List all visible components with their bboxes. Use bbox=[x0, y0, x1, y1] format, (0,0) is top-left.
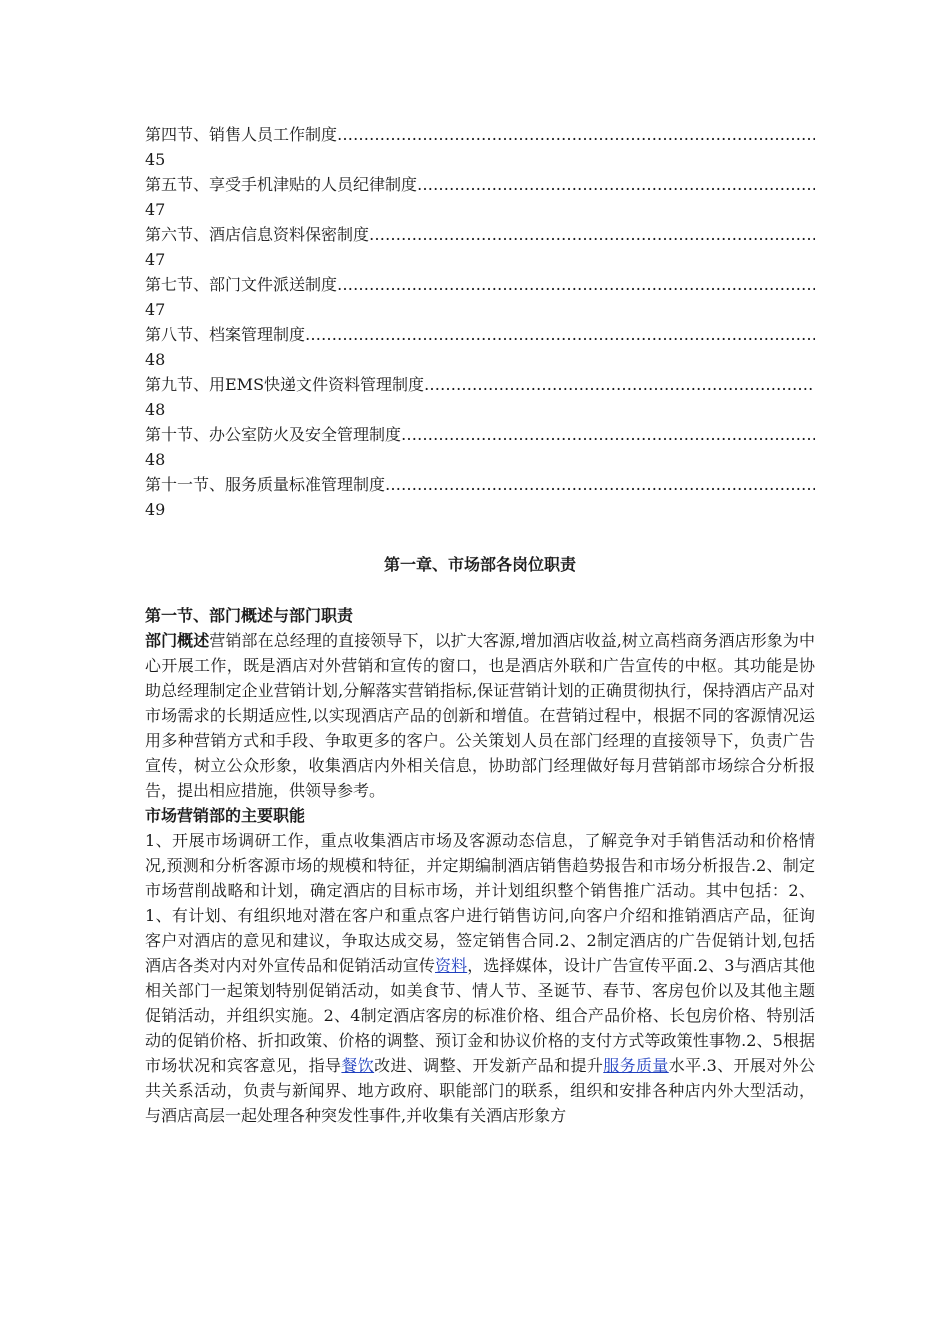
toc-entry-page: 48 bbox=[145, 400, 166, 419]
toc-leader-dots bbox=[337, 122, 815, 147]
toc-entry-title: 第十一节、服务质量标准管理制度 bbox=[145, 475, 386, 494]
toc-entry-page: 48 bbox=[145, 350, 166, 369]
section-title: 第一节、部门概述与部门职责 bbox=[145, 606, 354, 625]
functions-paragraph bbox=[145, 828, 815, 1128]
overview-paragraph bbox=[145, 628, 815, 803]
chapter-title: 第一章、市场部各岗位职责 bbox=[383, 555, 576, 574]
overview-text: 营销部在总经理的直接领导下，以扩大客源,增加酒店收益,树立高档商务酒店形象为中心开展工作，既是酒店对外营销和宣传的窗口，也是酒店外联和广告宣传的中枢。其功能是协助总经理制定企业营销计划,分解落实营销指标,保证营销计划的正确贯彻执行，保持酒店产品对市场需求的长期适应性,以实现酒店产品的创新和增值。在营销过程中，根据不同的客源情况运用多种营销方式和手段、争取更多的客户。公关策划人员在部门经理的直接领导下，负责广告宣传，树立公众形象，收集酒店内外相关信息，协助部门经理做好每月营销部市场综合分析报告，提出相应措施，供领导参考。 bbox=[145, 631, 815, 800]
toc-entry-page: 48 bbox=[145, 450, 166, 469]
toc-leader-dots bbox=[337, 272, 815, 297]
toc-leader-dots bbox=[369, 222, 815, 247]
toc-entry-title: 第八节、档案管理制度 bbox=[145, 325, 306, 344]
document-page bbox=[145, 122, 815, 1128]
toc-entry[interactable] bbox=[145, 372, 815, 422]
toc-entry-title: 第五节、享受手机津贴的人员纪律制度 bbox=[145, 175, 418, 194]
link-service-quality[interactable]: 服务质量 bbox=[603, 1056, 669, 1075]
functions-text-part3: 改进、调整、开发新产品和提升 bbox=[374, 1056, 604, 1075]
toc-leader-dots bbox=[417, 172, 815, 197]
link-catering[interactable]: 餐饮 bbox=[341, 1056, 375, 1075]
toc-entry-page: 49 bbox=[145, 500, 166, 519]
toc-entry-page: 47 bbox=[145, 300, 166, 319]
toc-entry-title: 第七节、部门文件派送制度 bbox=[145, 275, 338, 294]
toc-leader-dots bbox=[305, 322, 815, 347]
toc-entry-title: 第十节、办公室防火及安全管理制度 bbox=[145, 425, 402, 444]
toc-entry[interactable] bbox=[145, 322, 815, 372]
toc-entry-title: 第四节、销售人员工作制度 bbox=[145, 125, 338, 144]
toc-entry-page: 45 bbox=[145, 150, 166, 169]
toc-entry-title: 第六节、酒店信息资料保密制度 bbox=[145, 225, 370, 244]
toc-entry-page: 47 bbox=[145, 250, 166, 269]
functions-text-part2: ，选择媒体，设计广告宣传平面.2、3与酒店其他相关部门一起策划特别促销活动，如美食节、情人节、圣诞节、春节、客房包价以及其他主题促销活动，并组织实施。2、4制定酒店客房的标准价格、组合产品价格、长包房价格、特别活动的促销价格、折扣政策、价格的调整、预订金和协议价格的支付方式等政策性事物.2、5根据市场状况和宾客意见，指导 bbox=[145, 956, 815, 1075]
toc-entry[interactable] bbox=[145, 422, 815, 472]
functions-text-part4: 水平.3、开展对外公共关系活动，负责与新闻界、地方政府、职能部门的联系，组织和安排各种店内外大型活动，与酒店高层一起处理各种突发性事件,并收集有关酒店形象方 bbox=[145, 1056, 815, 1125]
toc-leader-dots bbox=[401, 422, 815, 447]
toc-entry[interactable] bbox=[145, 172, 815, 222]
toc-entry[interactable] bbox=[145, 122, 815, 172]
toc-entry[interactable] bbox=[145, 272, 815, 322]
toc-entry[interactable] bbox=[145, 472, 815, 522]
toc-leader-dots bbox=[385, 472, 815, 497]
toc-leader-dots bbox=[424, 372, 815, 397]
link-materials[interactable]: 资料 bbox=[434, 956, 468, 975]
overview-label: 部门概述 bbox=[145, 631, 210, 650]
table-of-contents bbox=[145, 122, 815, 522]
functions-text-part1: 1、开展市场调研工作，重点收集酒店市场及客源动态信息，了解竞争对手销售活动和价格情况,预测和分析客源市场的规模和特征，并定期编制酒店销售趋势报告和市场分析报告.2、制定市场营削战略和计划，确定酒店的目标市场，并计划组织整个销售推广活动。其中包括：2、1、有计划、有组织地对潜在客户和重点客户进行销售访问,向客户介绍和推销酒店产品，征询客户对酒店的意见和建议，争取达成交易，签定销售合同.2、2制定酒店的广告促销计划,包括酒店各类对内对外宣传品和促销活动宣传 bbox=[145, 831, 815, 975]
toc-entry[interactable] bbox=[145, 222, 815, 272]
functions-heading: 市场营销部的主要职能 bbox=[145, 806, 306, 825]
toc-entry-page: 47 bbox=[145, 200, 166, 219]
toc-entry-title: 第九节、用EMS快递文件资料管理制度 bbox=[145, 375, 425, 394]
